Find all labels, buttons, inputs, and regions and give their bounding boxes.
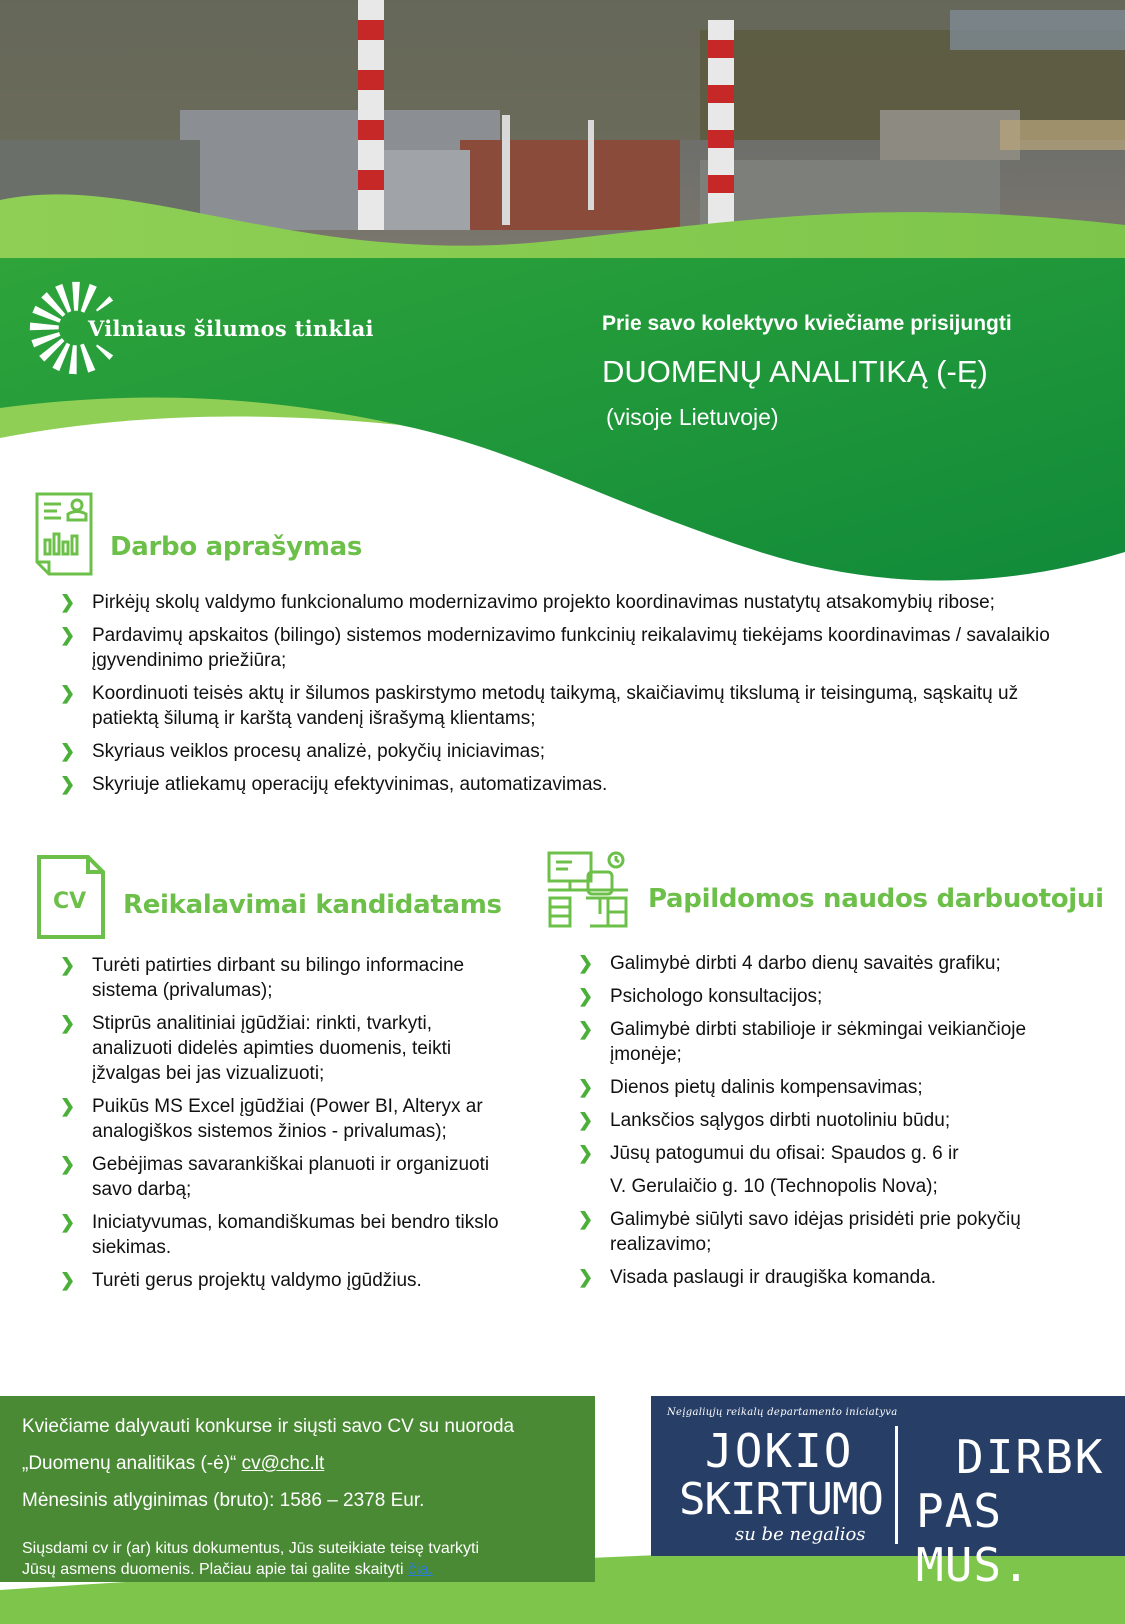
requirements-title: Reikalavimai kandidatams xyxy=(123,890,502,920)
bullet-icon: ❯ xyxy=(578,1267,594,1287)
badge-top-line: Neįgaliųjų reikalų departamento iniciatyva xyxy=(667,1407,898,1418)
badge-tagline: su be negalios xyxy=(735,1524,866,1545)
badge-divider xyxy=(895,1426,898,1544)
bullet-icon: ❯ xyxy=(60,741,76,761)
list-item: ❯ Koordinuoti teisės aktų ir šilumos paskirstymo metodų taikymą, skaičiavimų tikslumą ir teisingumą, sąskaitų už patiektą šilumą ir karštą vandenį išrašymą klientams; xyxy=(60,683,1019,729)
list-item: ❯ Skyriaus veiklos procesų analizė, pokyčių iniciavimas; xyxy=(60,741,546,762)
salary-text: Mėnesinis atlyginimas (bruto): 1586 – 2378 Eur. xyxy=(22,1490,425,1511)
list-item: ❯ Jūsų patogumui du ofisai: Spaudos g. 6 ir xyxy=(578,1143,959,1164)
bullet-icon: ❯ xyxy=(60,774,76,794)
badge-word-dirbk: DIRBK xyxy=(956,1430,1105,1484)
privacy-link[interactable]: čia. xyxy=(407,1561,433,1578)
list-item: ❯ Puikūs MS Excel įgūdžiai (Power BI, Alteryx ar analogiškos sistemos žinios - privalumas); xyxy=(60,1096,483,1142)
invite-line: Prie savo kolektyvo kviečiame prisijungti xyxy=(602,312,1012,335)
bullet-icon: ❯ xyxy=(60,1013,76,1033)
list-item: ❯ Iniciatyvumas, komandiškumas bei bendro tikslo siekimas. xyxy=(60,1212,499,1258)
disability-initiative-badge xyxy=(651,1396,1125,1592)
list-item: ❯ Pirkėjų skolų valdymo funkcionalumo modernizavimo projekto koordinavimas nustatytų atsakomybių ribose; xyxy=(60,592,995,613)
bullet-icon: ❯ xyxy=(60,1212,76,1232)
bullet-icon: ❯ xyxy=(60,683,76,703)
bullet-icon: ❯ xyxy=(60,1096,76,1116)
privacy-line-2: Jūsų asmens duomenis. Plačiau apie tai galite skaityti čia. xyxy=(22,1561,433,1578)
badge-word-jokio: JOKIO xyxy=(705,1424,854,1478)
bullet-icon: ❯ xyxy=(60,1154,76,1174)
list-item: ❯ Turėti gerus projektų valdymo įgūdžius. xyxy=(60,1270,422,1291)
description-list xyxy=(60,590,1060,805)
benefits-list xyxy=(578,951,1078,1298)
list-item-continuation: V. Gerulaičio g. 10 (Technopolis Nova); xyxy=(610,1176,938,1197)
list-item: ❯ Turėti patirties dirbant su bilingo informacine sistema (privalumas); xyxy=(60,955,465,1001)
bullet-icon: ❯ xyxy=(578,1209,594,1229)
list-item: ❯ Stiprūs analitiniai įgūdžiai: rinkti, tvarkyti, analizuoti didelės apimties duomenis, teikti įžvalgas bei jas vizualizuoti; xyxy=(60,1013,452,1084)
cv-document-icon xyxy=(36,854,106,940)
list-item: ❯ Gebėjimas savarankiškai planuoti ir organizuoti savo darbą; xyxy=(60,1154,490,1200)
cv-icon-text: CV xyxy=(53,889,87,914)
list-item: ❯ Dienos pietų dalinis kompensavimas; xyxy=(578,1077,923,1098)
banner-waves xyxy=(0,0,1125,600)
benefits-title: Papildomos naudos darbuotojui xyxy=(648,884,1104,914)
description-title: Darbo aprašymas xyxy=(110,532,363,562)
apply-line-1: Kviečiame dalyvauti konkurse ir siųsti savo CV su nuoroda xyxy=(22,1416,515,1437)
bullet-icon: ❯ xyxy=(578,1077,594,1097)
bullet-icon: ❯ xyxy=(60,1270,76,1290)
list-item: ❯ Lanksčios sąlygos dirbti nuotoliniu būdu; xyxy=(578,1110,951,1131)
list-item: ❯ Visada paslaugi ir draugiška komanda. xyxy=(578,1267,937,1288)
apply-line-2: „Duomenų analitikas (-ė)“ cv@chc.lt xyxy=(22,1453,325,1474)
badge-word-skirtumo: SKIRTUMO xyxy=(679,1474,883,1525)
position-title: DUOMENŲ ANALITIKĄ (-Ę) xyxy=(602,354,988,389)
list-item: ❯ Galimybė siūlyti savo idėjas prisidėti prie pokyčių realizavimo; xyxy=(578,1209,1021,1255)
location-text: (visoje Lietuvoje) xyxy=(606,404,779,430)
bullet-icon: ❯ xyxy=(60,592,76,612)
bullet-icon: ❯ xyxy=(578,1019,594,1039)
bullet-icon: ❯ xyxy=(578,1110,594,1130)
document-chart-icon xyxy=(35,492,93,576)
bullet-icon: ❯ xyxy=(578,953,594,973)
bullet-icon: ❯ xyxy=(60,625,76,645)
badge-word-pas-mus: PAS MUS. xyxy=(916,1484,1031,1592)
bullet-icon: ❯ xyxy=(578,986,594,1006)
bullet-icon: ❯ xyxy=(578,1143,594,1163)
workspace-desk-icon xyxy=(546,850,630,930)
list-item: ❯ Galimybė dirbti stabilioje ir sėkmingai veikiančioje įmonėje; xyxy=(578,1019,1027,1065)
privacy-line-1: Siųsdami cv ir (ar) kitus dokumentus, Jūs suteikiate teisę tvarkyti xyxy=(22,1540,480,1557)
list-item: ❯ Psichologo konsultacijos; xyxy=(578,986,823,1007)
list-item: ❯ Skyriuje atliekamų operacijų efektyvinimas, automatizavimas. xyxy=(60,774,608,795)
requirements-list xyxy=(60,953,510,1301)
bullet-icon: ❯ xyxy=(60,955,76,975)
list-item: ❯ Pardavimų apskaitos (bilingo) sistemos modernizavimo funkcinių reikalavimų tiekėjams koordinavimas / savalaikio įgyvendinimo priežiūra; xyxy=(60,625,1050,671)
email-link[interactable]: cv@chc.lt xyxy=(241,1453,325,1474)
application-info-box xyxy=(0,1396,595,1582)
company-name: Vilniaus šilumos tinklai xyxy=(88,316,374,341)
list-item: ❯ Galimybė dirbti 4 darbo dienų savaitės grafiku; xyxy=(578,953,1001,974)
